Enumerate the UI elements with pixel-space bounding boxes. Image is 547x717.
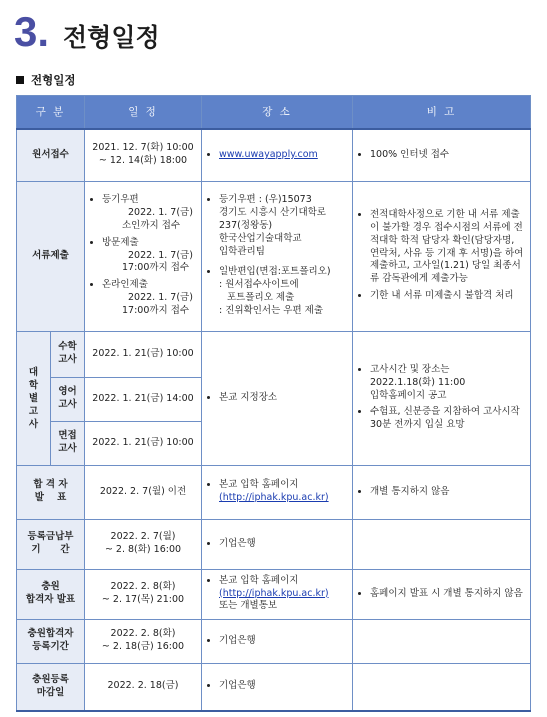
math-exam-label: 수학 고사 bbox=[51, 331, 85, 377]
note-cell: • 개별 통지하지 않음 bbox=[353, 465, 531, 519]
table-row bbox=[17, 129, 531, 181]
col-header-schedule: 일 정 bbox=[85, 96, 202, 130]
section-title: 전형일정 bbox=[31, 73, 76, 87]
place-cell: • 본교 입학 홈페이지 (http://iphak.kpu.ac.kr) 또는 개별통보 bbox=[202, 569, 353, 619]
exam-group-label: 대 학 별 고 사 bbox=[17, 331, 51, 465]
row-label: 등록금납부 기 간 bbox=[17, 519, 85, 569]
schedule-table bbox=[16, 95, 531, 712]
admission-site-link[interactable]: (http://iphak.kpu.ac.kr) bbox=[219, 492, 329, 503]
table-row bbox=[17, 569, 531, 619]
col-header-category: 구 분 bbox=[17, 96, 85, 130]
table-row bbox=[17, 331, 531, 377]
place-cell: • 본교 지정장소 bbox=[202, 331, 353, 465]
apply-site-link[interactable]: www.uwayapply.com bbox=[219, 148, 318, 160]
table-row bbox=[17, 181, 531, 331]
admission-site-link[interactable]: (http://iphak.kpu.ac.kr) bbox=[219, 587, 329, 599]
row-label: 충원 합격자 발표 bbox=[17, 569, 85, 619]
note-cell: • 고사시간 및 장소는 2022.1.18(화) 11:00 입학홈페이지 공고 • 수험표, 신분증을 지참하여 고사시작 30분 전까지 입실 요망 bbox=[353, 331, 531, 465]
interview-exam-label: 면접 고사 bbox=[51, 421, 85, 465]
note-cell bbox=[353, 619, 531, 663]
schedule-cell: 2021. 12. 7(화) 10:00 ~ 12. 14(화) 18:00 bbox=[85, 129, 202, 181]
row-label: 합 격 자 발 표 bbox=[17, 465, 85, 519]
schedule-cell: 2022. 2. 8(화) ~ 2. 17(목) 21:00 bbox=[85, 569, 202, 619]
note-cell bbox=[353, 663, 531, 711]
note-cell bbox=[353, 519, 531, 569]
col-header-place: 장 소 bbox=[202, 96, 353, 130]
section-number: 3. bbox=[14, 8, 50, 55]
row-label: 원서접수 bbox=[17, 129, 85, 181]
english-exam-label: 영어 고사 bbox=[51, 377, 85, 421]
place-cell: • 기업은행 bbox=[202, 519, 353, 569]
schedule-cell: • 등기우편 2022. 1. 7(금) 소인까지 접수 • 방문제출 2022. 1. 7(금) 17:00까지 접수 • 온라인제출 2022. 1. 7(금) 17:00까지 접수 bbox=[85, 181, 202, 331]
note-cell: • 전적대학사정으로 기한 내 서류 제출이 불가할 경우 접수시점의 서류에 전적대학 학적 담당자 확인(담당자명, 연락처, 사유 등 기재 후 서명)을 하여 제출하고, 고사일(1.21) 당일 최종서류 감독관에게 제출가능 • 기한 내 서류 미제출시 불합격 처리 bbox=[353, 181, 531, 331]
place-cell bbox=[202, 129, 353, 181]
schedule-cell: 2022. 2. 7(월) 이전 bbox=[85, 465, 202, 519]
schedule-cell: 2022. 2. 8(화) ~ 2. 18(금) 16:00 bbox=[85, 619, 202, 663]
note-cell: • 홈페이지 발표 시 개별 통지하지 않음 bbox=[353, 569, 531, 619]
place-cell: • 본교 입학 홈페이지 (http://iphak.kpu.ac.kr) bbox=[202, 465, 353, 519]
schedule-cell: 2022. 1. 21(금) 14:00 bbox=[85, 377, 202, 421]
note-cell: • 100% 인터넷 접수 bbox=[353, 129, 531, 181]
page-title: 전형일정 bbox=[63, 23, 160, 52]
place-cell: • 기업은행 bbox=[202, 663, 353, 711]
square-bullet-icon bbox=[16, 76, 24, 84]
schedule-cell: 2022. 2. 7(월) ~ 2. 8(화) 16:00 bbox=[85, 519, 202, 569]
table-row bbox=[17, 465, 531, 519]
section-heading bbox=[16, 72, 75, 88]
table-row bbox=[17, 519, 531, 569]
schedule-cell: 2022. 1. 21(금) 10:00 bbox=[85, 421, 202, 465]
row-label: 서류제출 bbox=[17, 181, 85, 331]
place-cell: • 기업은행 bbox=[202, 619, 353, 663]
row-label: 충원합격자 등록기간 bbox=[17, 619, 85, 663]
row-label: 충원등록 마감일 bbox=[17, 663, 85, 711]
schedule-cell: 2022. 1. 21(금) 10:00 bbox=[85, 331, 202, 377]
table-header-row bbox=[17, 96, 531, 130]
page-header bbox=[14, 8, 160, 56]
table-row bbox=[17, 663, 531, 711]
schedule-cell: 2022. 2. 18(금) bbox=[85, 663, 202, 711]
table-row bbox=[17, 619, 531, 663]
col-header-note: 비 고 bbox=[353, 96, 531, 130]
place-cell: • 등기우편 : (우)15073 경기도 시흥시 산기대학로 237(정왕동) 한국산업기술대학교 입학관리팀 • 일반편입(면접:포트폴리오) : 원서접수사이트에 포트폴리오 제출 : 진위확인서는 우편 제출 bbox=[202, 181, 353, 331]
